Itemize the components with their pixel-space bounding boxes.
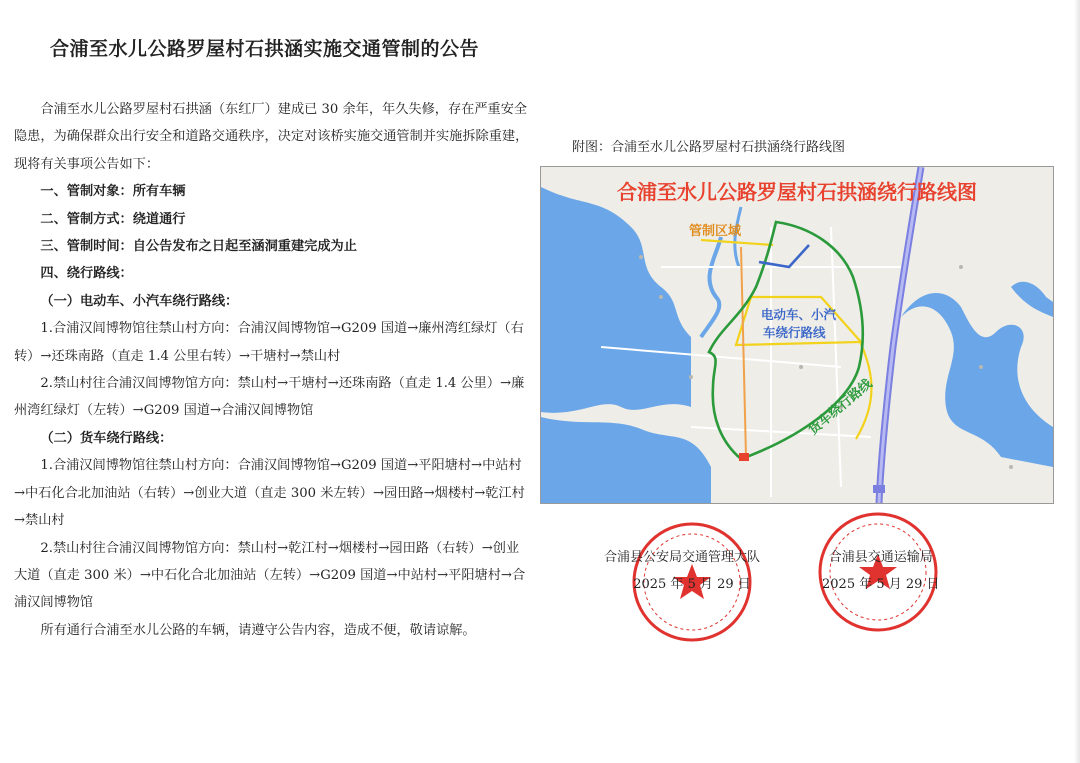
- paragraph: （二）货车绕行路线：: [40, 430, 173, 446]
- car-route-label-2: 车绕行路线: [763, 325, 826, 340]
- map-marker-south: [739, 453, 749, 461]
- paragraph: 一、管制对象：所有车辆: [40, 184, 186, 200]
- paragraph: 1.合浦汉闾博物馆往禁山村方向：合浦汉闾博物馆→G209 国道→平阳塘村→中站村→中石化合北加油站（右转）→创业大道（直走 300 米左转）→园田路→烟楼村→乾江村→禁山村: [14, 458, 525, 529]
- truck-route-label: 货车绕行路线: [805, 376, 876, 439]
- paragraph: 2.禁山村往合浦汉闾博物馆方向：禁山村→干塘村→还珠南路（直走 1.4 公里）→廉州湾红绿灯（左转）→G209 国道→合浦汉闾博物馆: [14, 376, 525, 419]
- map-highway-marker: [873, 485, 885, 493]
- paragraph: （一）电动车、小汽车绕行路线：: [40, 293, 239, 309]
- control-zone-label: 管制区域: [689, 224, 742, 239]
- paragraph: 二、管制方式：绕道通行: [40, 211, 186, 227]
- signature-transport-bureau: [822, 546, 940, 592]
- paragraph: 三、管制时间：自公告发布之日起至涵洞重建完成为止: [40, 239, 357, 255]
- announcement-body: [14, 96, 529, 644]
- village-dot: [639, 255, 643, 259]
- paragraph: 四、绕行路线：: [40, 266, 133, 282]
- map-caption: 附图：合浦至水儿公路罗屋村石拱涵绕行路线图: [572, 140, 846, 155]
- map-graphic: [541, 167, 1053, 503]
- signature-org: 合浦县公安局交通管理大队: [604, 550, 761, 565]
- signature-date: 2025 年 5 月 29 日: [633, 577, 751, 592]
- village-dot: [959, 265, 963, 269]
- paragraph: 1.合浦汉闾博物馆往禁山村方向：合浦汉闾博物馆→G209 国道→廉州湾红绿灯（右转）→还珠南路（直走 1.4 公里右转）→干塘村→禁山村: [14, 321, 524, 364]
- paragraph: 所有通行合浦至水儿公路的车辆，请遵守公告内容，造成不便，敬请谅解。: [40, 622, 476, 638]
- paragraph: 合浦至水儿公路罗屋村石拱涵（东红厂）建成已 30 余年，年久失修，存在严重安全隐患，为确保群众出行安全和道路交通秩序，决定对该桥实施交通管制并实施拆除重建，现将有关事项公告如下：: [14, 102, 529, 172]
- detour-map: [540, 166, 1054, 504]
- car-route-label-1: 电动车、小汽: [761, 307, 837, 322]
- village-dot: [1009, 465, 1013, 469]
- village-dot: [799, 365, 803, 369]
- page-edge-shadow: [1074, 0, 1080, 763]
- signature-org: 合浦县交通运输局: [828, 550, 933, 565]
- signature-traffic-police: [604, 546, 760, 592]
- signature-date: 2025 年 5 月 29 日: [822, 577, 940, 592]
- page-title: 合浦至水儿公路罗屋村石拱涵实施交通管制的公告: [50, 38, 480, 60]
- village-dot: [979, 365, 983, 369]
- paragraph: 2.禁山村往合浦汉闾博物馆方向：禁山村→乾江村→烟楼村→园田路（右转）→创业大道（直走 300 米）→中石化合北加油站（左转）→G209 国道→中站村→平阳塘村→合浦汉闾博物馆: [14, 540, 526, 611]
- village-dot: [689, 375, 693, 379]
- village-dot: [659, 295, 663, 299]
- map-title: 合浦至水儿公路罗屋村石拱涵绕行路线图: [617, 180, 977, 204]
